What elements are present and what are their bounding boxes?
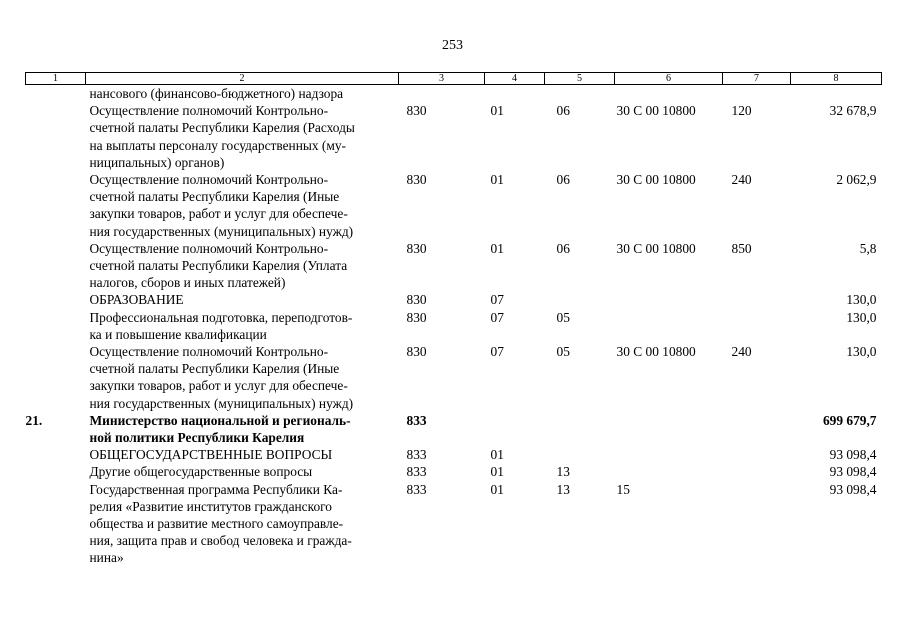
item-name: ОБЩЕГОСУДАРСТВЕННЫЕ ВОПРОСЫ <box>89 447 333 463</box>
code-section <box>485 85 545 103</box>
amount: 130,0 <box>846 292 877 308</box>
item-name: Министерство национальной и региональ- ной политики Республики Карелия <box>89 412 351 446</box>
code-expense-type <box>723 446 791 463</box>
code-section: 07 <box>490 292 504 308</box>
code-ministry: 830 <box>406 309 427 325</box>
column-header: 6 <box>615 73 723 85</box>
row-number <box>26 343 86 412</box>
code-ministry <box>399 85 485 103</box>
code-section: 01 <box>490 103 504 119</box>
column-header: 4 <box>485 73 545 85</box>
column-header: 7 <box>723 73 791 85</box>
item-name: ОБРАЗОВАНИЕ <box>89 292 184 308</box>
code-section: 07 <box>490 344 504 360</box>
amount: 2 062,9 <box>836 172 877 188</box>
code-subsection <box>545 446 615 463</box>
code-expense-type <box>723 291 791 308</box>
code-subsection: 13 <box>556 481 570 497</box>
column-header: 3 <box>399 73 485 85</box>
code-expense-type: 120 <box>731 103 752 119</box>
code-ministry: 833 <box>406 412 427 428</box>
amount: 699 679,7 <box>822 412 877 428</box>
amount <box>791 85 882 103</box>
header-row <box>26 73 882 85</box>
code-section: 07 <box>490 309 504 325</box>
code-subsection <box>545 412 615 446</box>
table-body <box>26 85 882 567</box>
amount: 93 098,4 <box>829 447 877 463</box>
code-expense-type <box>723 412 791 446</box>
table-row <box>26 481 882 567</box>
table-row <box>26 343 882 412</box>
amount: 130,0 <box>846 309 877 325</box>
code-subsection <box>545 291 615 308</box>
column-header: 5 <box>545 73 615 85</box>
row-number <box>26 240 86 292</box>
code-expense-type: 850 <box>731 240 752 256</box>
code-section: 01 <box>490 240 504 256</box>
code-section: 01 <box>490 447 504 463</box>
amount: 32 678,9 <box>829 103 877 119</box>
code-ministry: 830 <box>406 292 427 308</box>
code-section <box>485 412 545 446</box>
item-name: Осуществление полномочий Контрольно- счетной палаты Республики Карелия (Расходы на выплаты персоналу государственных (му- ниципальных) органов) <box>89 103 355 170</box>
code-target-article <box>615 463 723 480</box>
item-name: Государственная программа Республики Ка- релия «Развитие институтов гражданского общества и развитие местного самоуправле- ния, защита прав и свобод человека и гражда- нина» <box>89 481 352 566</box>
code-ministry: 830 <box>406 344 427 360</box>
table-row <box>26 171 882 240</box>
code-expense-type: 240 <box>731 172 752 188</box>
table-row <box>26 446 882 463</box>
code-target-article: 15 <box>616 481 630 497</box>
row-number: 21. <box>25 412 43 428</box>
table-row <box>26 240 882 292</box>
code-section: 01 <box>490 172 504 188</box>
page-number: 253 <box>442 38 463 53</box>
code-target-article: 30 С 00 10800 <box>616 172 696 188</box>
code-expense-type <box>723 309 791 343</box>
code-ministry: 833 <box>406 447 427 463</box>
item-name: Осуществление полномочий Контрольно- счетной палаты Республики Карелия (Иные закупки товаров, работ и услуг для обеспече- ния государственных (муниципальных) нужд) <box>89 172 354 239</box>
row-number <box>26 446 86 463</box>
code-target-article <box>615 291 723 308</box>
code-expense-type <box>723 481 791 567</box>
code-ministry: 830 <box>406 172 427 188</box>
amount: 93 098,4 <box>829 464 877 480</box>
amount: 93 098,4 <box>829 481 877 497</box>
code-subsection: 06 <box>556 172 570 188</box>
table-header <box>26 73 882 85</box>
code-subsection: 13 <box>556 464 570 480</box>
item-name: Другие общегосударственные вопросы <box>89 464 313 480</box>
column-header: 8 <box>791 73 882 85</box>
code-target-article: 30 С 00 10800 <box>616 103 696 119</box>
code-subsection: 06 <box>556 103 570 119</box>
code-expense-type <box>723 463 791 480</box>
code-subsection: 05 <box>556 344 570 360</box>
item-name: нансового (финансово-бюджетного) надзора <box>89 86 344 101</box>
code-subsection: 06 <box>556 240 570 256</box>
code-ministry: 833 <box>406 464 427 480</box>
column-header: 1 <box>26 73 86 85</box>
row-number <box>26 171 86 240</box>
budget-table <box>25 72 882 567</box>
code-target-article <box>615 446 723 463</box>
code-target-article <box>615 412 723 446</box>
item-name: Осуществление полномочий Контрольно- счетной палаты Республики Карелия (Иные закупки товаров, работ и услуг для обеспече- ния государственных (муниципальных) нужд) <box>89 344 354 411</box>
item-name: Профессиональная подготовка, переподготов- ка и повышение квалификации <box>89 309 353 342</box>
table-row <box>26 102 882 171</box>
code-section: 01 <box>490 464 504 480</box>
table-row <box>26 309 882 343</box>
amount: 130,0 <box>846 344 877 360</box>
row-number <box>26 102 86 171</box>
code-ministry: 833 <box>406 481 427 497</box>
item-name: Осуществление полномочий Контрольно- счетной палаты Республики Карелия (Уплата налогов, сборов и иных платежей) <box>89 240 348 291</box>
code-section: 01 <box>490 481 504 497</box>
code-subsection: 05 <box>556 309 570 325</box>
amount: 5,8 <box>859 240 877 256</box>
table-row <box>26 291 882 308</box>
code-expense-type <box>723 85 791 103</box>
table-row <box>26 412 882 446</box>
code-target-article: 30 С 00 10800 <box>616 240 696 256</box>
row-number <box>26 85 86 103</box>
code-ministry: 830 <box>406 103 427 119</box>
row-number <box>26 309 86 343</box>
row-number <box>26 291 86 308</box>
table-row <box>26 463 882 480</box>
table-row <box>26 85 882 103</box>
code-expense-type: 240 <box>731 344 752 360</box>
code-ministry: 830 <box>406 240 427 256</box>
code-target-article: 30 С 00 10800 <box>616 344 696 360</box>
row-number <box>26 463 86 480</box>
column-header: 2 <box>86 73 399 85</box>
code-target-article <box>615 85 723 103</box>
code-subsection <box>545 85 615 103</box>
code-target-article <box>615 309 723 343</box>
row-number <box>26 481 86 567</box>
